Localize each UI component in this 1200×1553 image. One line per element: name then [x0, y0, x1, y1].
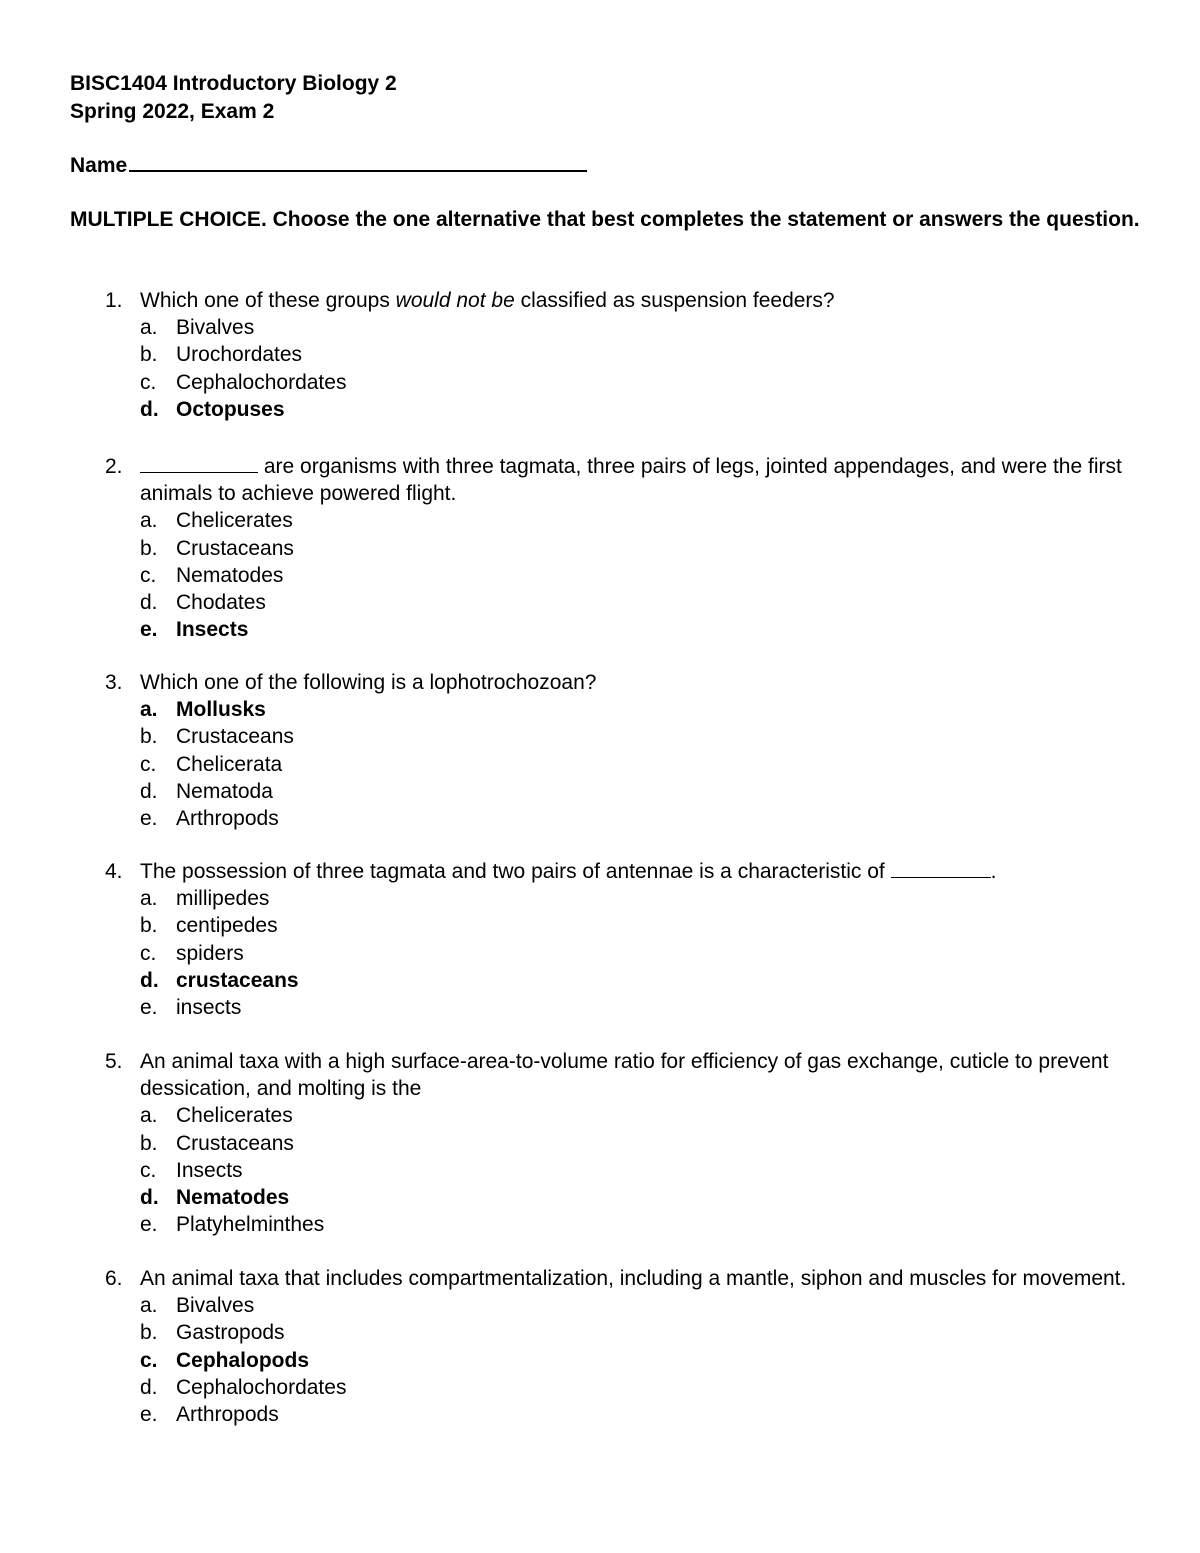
choice-b: b. Crustaceans	[140, 536, 294, 560]
choice-e-correct: e. Insects	[140, 618, 249, 642]
choice-a: a. Chelicerates	[140, 1104, 293, 1128]
choice-a-correct: a. Mollusks	[140, 698, 266, 722]
choice-e: e. Arthropods	[140, 807, 279, 831]
choice-d: d. Chodates	[140, 591, 266, 615]
instructions: MULTIPLE CHOICE. Choose the one alternative that best completes the statement or answers the question.	[70, 208, 1140, 231]
choice-d: d. Cephalochordates	[140, 1375, 347, 1399]
exam-term: Spring 2022, Exam 2	[70, 100, 275, 123]
choice-e: e. Arthropods	[140, 1403, 279, 1427]
choice-d-correct: d. crustaceans	[140, 968, 299, 992]
question-text: The possession of three tagmata and two pairs of antennae is a characteristic of .	[140, 860, 997, 883]
choice-c: c. Chelicerata	[140, 752, 283, 776]
choice-c: c. Insects	[140, 1158, 243, 1182]
choice-c: c. spiders	[140, 941, 244, 965]
choice-b: b. Crustaceans	[140, 1131, 294, 1155]
question-5	[100, 1048, 1140, 1238]
question-1	[100, 287, 1140, 423]
choice-c-correct: c. Cephalopods	[140, 1348, 310, 1372]
choice-b: b. Crustaceans	[140, 725, 294, 749]
choice-c: c. Cephalochordates	[140, 370, 347, 394]
question-text: are organisms with three tagmata, three pairs of legs, jointed appendages, and were the first animals to achieve powered flight.	[140, 455, 1122, 506]
question-text: An animal taxa with a high surface-area-to-volume ratio for efficiency of gas exchange, cuticle to prevent dessication, and molting is the	[140, 1050, 1109, 1101]
question-6	[100, 1265, 1140, 1428]
choice-b: b. Urochordates	[140, 343, 303, 367]
name-label: Name	[70, 154, 128, 177]
answer-blank	[140, 454, 258, 473]
choice-b: b. Gastropods	[140, 1321, 285, 1345]
question-number: 5.	[105, 1050, 123, 1073]
question-3	[100, 669, 1140, 832]
question-number: 3.	[105, 671, 123, 694]
answer-blank	[891, 859, 991, 878]
question-emphasis: would not be	[395, 289, 515, 312]
choice-e: e. Platyhelminthes	[140, 1213, 325, 1237]
question-number: 4.	[105, 860, 123, 883]
choice-a: a. millipedes	[140, 887, 270, 911]
course-title: BISC1404 Introductory Biology 2	[70, 72, 397, 95]
question-text: An animal taxa that includes compartmentalization, including a mantle, siphon and muscles for movement.	[140, 1267, 1127, 1290]
question-2	[100, 453, 1140, 643]
question-number: 1.	[105, 289, 123, 312]
question-text: Which one of these groups would not be classified as suspension feeders?	[140, 289, 835, 312]
question-4	[100, 858, 1140, 1021]
choice-b: b. centipedes	[140, 914, 278, 938]
choice-d: d. Nematoda	[140, 779, 273, 803]
choice-a: a. Bivalves	[140, 316, 255, 340]
name-field	[70, 152, 587, 180]
choice-e: e. insects	[140, 996, 242, 1020]
choice-d-correct: d. Nematodes	[140, 1186, 290, 1210]
choice-d-correct: d. Octopuses	[140, 397, 285, 421]
choice-c: c. Nematodes	[140, 563, 284, 587]
exam-header	[70, 70, 397, 126]
choice-a: a. Bivalves	[140, 1294, 255, 1318]
question-number: 2.	[105, 455, 123, 478]
name-blank-line	[129, 152, 587, 172]
question-number: 6.	[105, 1267, 123, 1290]
question-text: Which one of the following is a lophotrochozoan?	[140, 671, 597, 694]
choice-a: a. Chelicerates	[140, 509, 293, 533]
